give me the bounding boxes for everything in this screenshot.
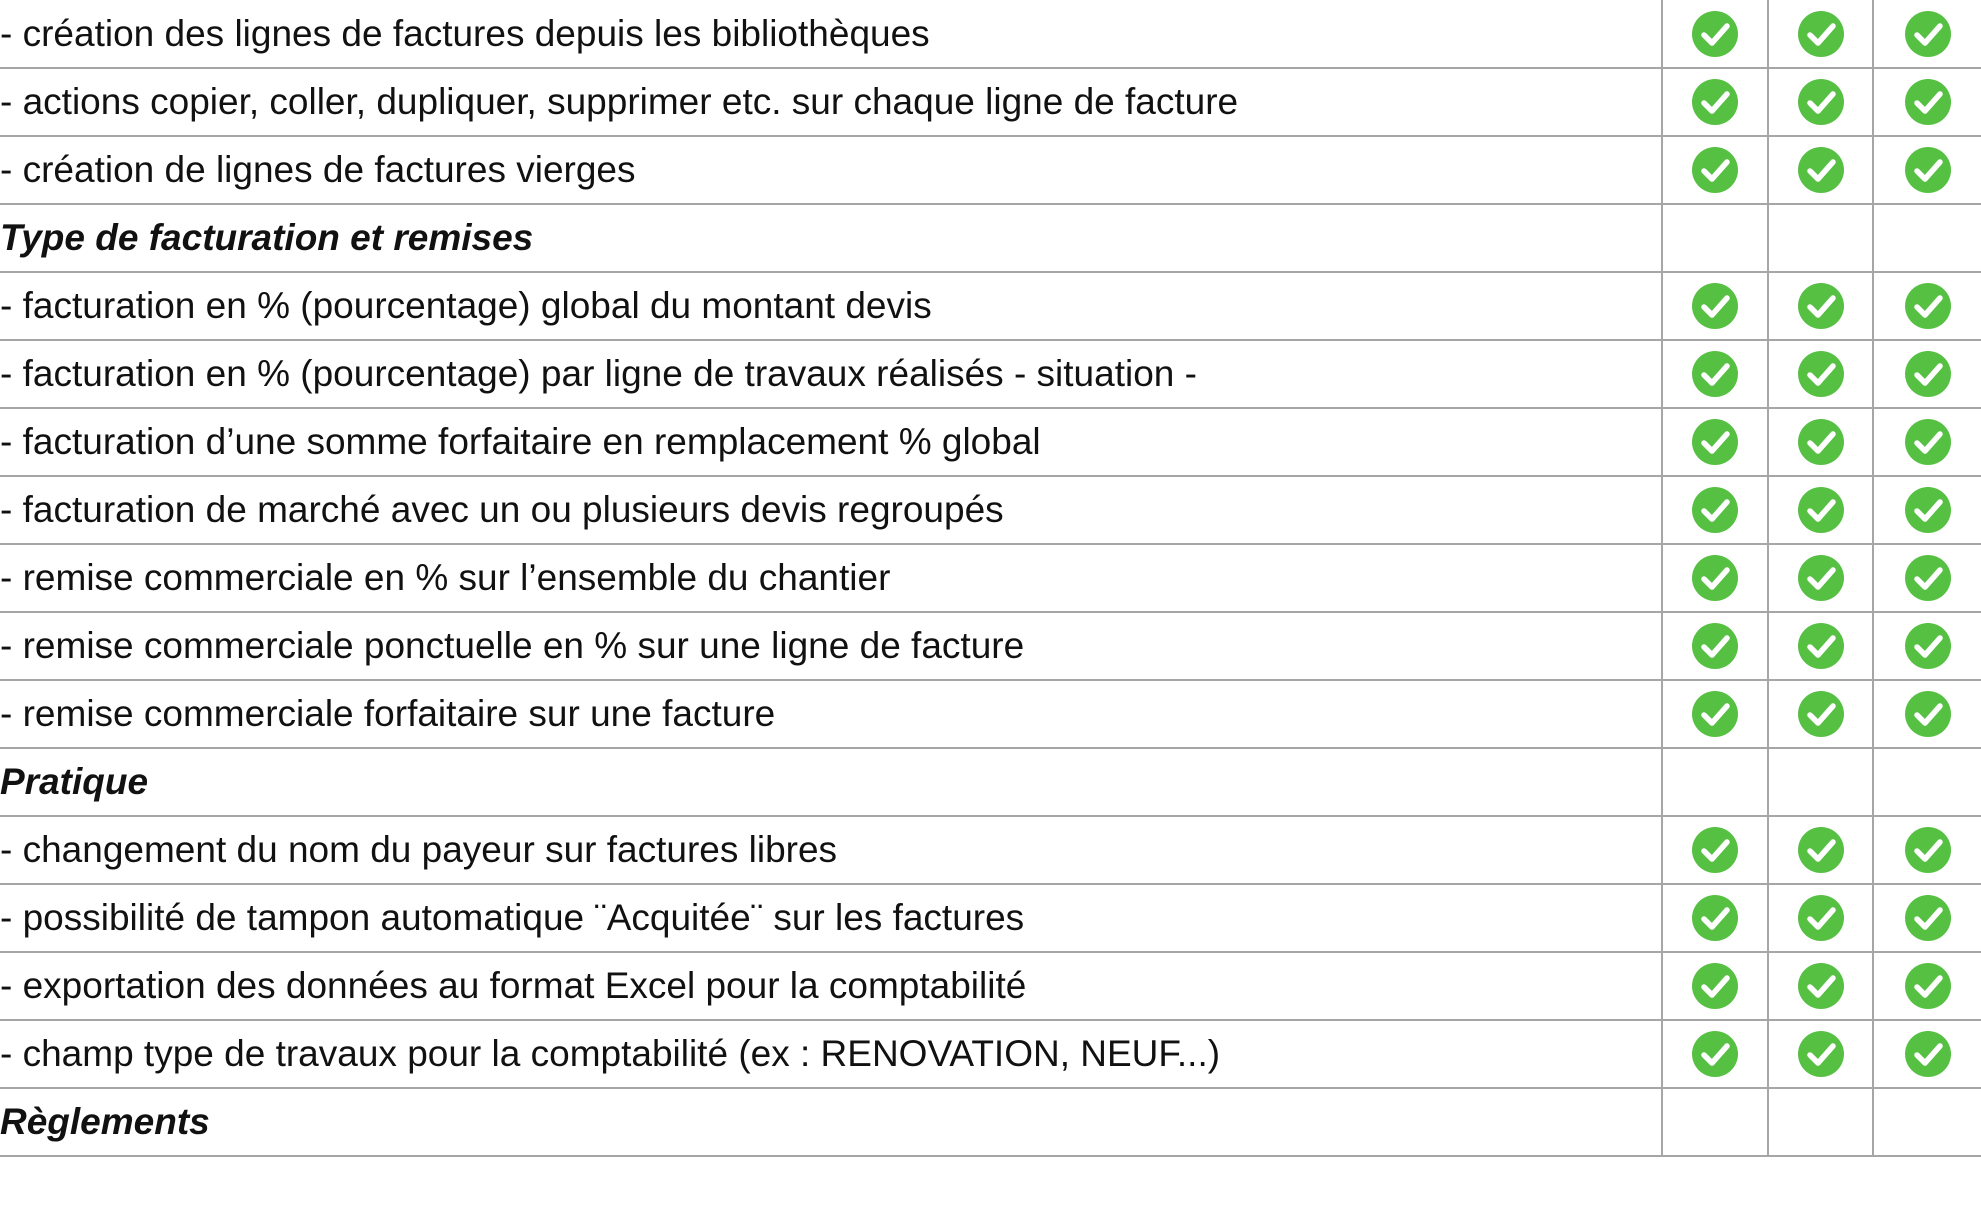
check-circle-icon xyxy=(1904,894,1952,942)
plan-1-cell xyxy=(1662,680,1768,748)
plan-3-cell xyxy=(1873,272,1981,340)
plan-2-cell xyxy=(1768,612,1873,680)
feature-label: - création des lignes de factures depuis les bibliothèques xyxy=(0,0,1662,68)
feature-row xyxy=(0,136,1981,204)
plan-1-cell xyxy=(1662,884,1768,952)
plan-1-cell xyxy=(1662,136,1768,204)
feature-label: - actions copier, coller, dupliquer, supprimer etc. sur chaque ligne de facture xyxy=(0,68,1662,136)
feature-row xyxy=(0,1020,1981,1088)
check-circle-icon xyxy=(1797,894,1845,942)
check-circle-icon xyxy=(1797,418,1845,466)
feature-row xyxy=(0,68,1981,136)
check-circle-icon xyxy=(1904,962,1952,1010)
plan-1-cell xyxy=(1662,272,1768,340)
plan-2-cell xyxy=(1768,204,1873,272)
plan-2-cell xyxy=(1768,680,1873,748)
feature-label: - exportation des données au format Excel pour la comptabilité xyxy=(0,952,1662,1020)
feature-label: - changement du nom du payeur sur factures libres xyxy=(0,816,1662,884)
plan-1-cell xyxy=(1662,476,1768,544)
section-title: Type de facturation et remises xyxy=(0,204,1662,272)
plan-1-cell xyxy=(1662,544,1768,612)
check-circle-icon xyxy=(1797,78,1845,126)
feature-label: - création de lignes de factures vierges xyxy=(0,136,1662,204)
plan-3-cell xyxy=(1873,612,1981,680)
plan-3-cell xyxy=(1873,952,1981,1020)
check-circle-icon xyxy=(1904,1030,1952,1078)
section-title: Pratique xyxy=(0,748,1662,816)
plan-1-cell xyxy=(1662,612,1768,680)
plan-1-cell xyxy=(1662,748,1768,816)
plan-3-cell xyxy=(1873,544,1981,612)
check-circle-icon xyxy=(1691,350,1739,398)
plan-2-cell xyxy=(1768,136,1873,204)
section-header-row xyxy=(0,1088,1981,1156)
plan-3-cell xyxy=(1873,340,1981,408)
plan-1-cell xyxy=(1662,816,1768,884)
plan-2-cell xyxy=(1768,272,1873,340)
check-circle-icon xyxy=(1904,78,1952,126)
check-circle-icon xyxy=(1797,146,1845,194)
feature-label: - champ type de travaux pour la comptabilité (ex : RENOVATION, NEUF...) xyxy=(0,1020,1662,1088)
check-circle-icon xyxy=(1797,10,1845,58)
feature-label: - facturation en % (pourcentage) global du montant devis xyxy=(0,272,1662,340)
plan-2-cell xyxy=(1768,816,1873,884)
check-circle-icon xyxy=(1797,282,1845,330)
feature-label: - remise commerciale forfaitaire sur une facture xyxy=(0,680,1662,748)
plan-2-cell xyxy=(1768,340,1873,408)
section-title: Règlements xyxy=(0,1088,1662,1156)
plan-3-cell xyxy=(1873,680,1981,748)
check-circle-icon xyxy=(1904,282,1952,330)
check-circle-icon xyxy=(1797,690,1845,738)
check-circle-icon xyxy=(1904,622,1952,670)
plan-3-cell xyxy=(1873,68,1981,136)
plan-2-cell xyxy=(1768,1088,1873,1156)
plan-3-cell xyxy=(1873,0,1981,68)
plan-2-cell xyxy=(1768,0,1873,68)
plan-3-cell xyxy=(1873,1088,1981,1156)
plan-1-cell xyxy=(1662,408,1768,476)
check-circle-icon xyxy=(1691,690,1739,738)
feature-label: - remise commerciale en % sur l’ensemble du chantier xyxy=(0,544,1662,612)
check-circle-icon xyxy=(1904,418,1952,466)
feature-row xyxy=(0,544,1981,612)
check-circle-icon xyxy=(1691,554,1739,602)
plan-2-cell xyxy=(1768,952,1873,1020)
check-circle-icon xyxy=(1797,826,1845,874)
check-circle-icon xyxy=(1691,146,1739,194)
plan-2-cell xyxy=(1768,544,1873,612)
check-circle-icon xyxy=(1904,350,1952,398)
plan-3-cell xyxy=(1873,816,1981,884)
feature-row xyxy=(0,952,1981,1020)
feature-label: - facturation d’une somme forfaitaire en remplacement % global xyxy=(0,408,1662,476)
plan-1-cell xyxy=(1662,340,1768,408)
check-circle-icon xyxy=(1797,622,1845,670)
feature-row xyxy=(0,408,1981,476)
check-circle-icon xyxy=(1904,554,1952,602)
plan-2-cell xyxy=(1768,408,1873,476)
check-circle-icon xyxy=(1691,622,1739,670)
plan-3-cell xyxy=(1873,204,1981,272)
plan-1-cell xyxy=(1662,1020,1768,1088)
section-header-row xyxy=(0,204,1981,272)
check-circle-icon xyxy=(1691,1030,1739,1078)
check-circle-icon xyxy=(1691,894,1739,942)
check-circle-icon xyxy=(1797,554,1845,602)
feature-row xyxy=(0,816,1981,884)
check-circle-icon xyxy=(1904,826,1952,874)
plan-2-cell xyxy=(1768,884,1873,952)
check-circle-icon xyxy=(1691,962,1739,1010)
check-circle-icon xyxy=(1797,350,1845,398)
section-header-row xyxy=(0,748,1981,816)
feature-row xyxy=(0,680,1981,748)
plan-3-cell xyxy=(1873,1020,1981,1088)
check-circle-icon xyxy=(1797,962,1845,1010)
check-circle-icon xyxy=(1904,10,1952,58)
plan-3-cell xyxy=(1873,476,1981,544)
plan-3-cell xyxy=(1873,408,1981,476)
feature-row xyxy=(0,340,1981,408)
feature-label: - facturation de marché avec un ou plusieurs devis regroupés xyxy=(0,476,1662,544)
feature-label: - remise commerciale ponctuelle en % sur une ligne de facture xyxy=(0,612,1662,680)
feature-label: - facturation en % (pourcentage) par ligne de travaux réalisés - situation - xyxy=(0,340,1662,408)
plan-3-cell xyxy=(1873,136,1981,204)
plan-3-cell xyxy=(1873,748,1981,816)
feature-row xyxy=(0,272,1981,340)
plan-1-cell xyxy=(1662,0,1768,68)
plan-1-cell xyxy=(1662,68,1768,136)
check-circle-icon xyxy=(1691,486,1739,534)
check-circle-icon xyxy=(1797,486,1845,534)
check-circle-icon xyxy=(1797,1030,1845,1078)
feature-row xyxy=(0,0,1981,68)
check-circle-icon xyxy=(1691,78,1739,126)
check-circle-icon xyxy=(1904,690,1952,738)
feature-label: - possibilité de tampon automatique ¨Acquitée¨ sur les factures xyxy=(0,884,1662,952)
plan-2-cell xyxy=(1768,748,1873,816)
plan-1-cell xyxy=(1662,204,1768,272)
plan-1-cell xyxy=(1662,1088,1768,1156)
plan-2-cell xyxy=(1768,476,1873,544)
check-circle-icon xyxy=(1904,486,1952,534)
plan-3-cell xyxy=(1873,884,1981,952)
feature-row xyxy=(0,884,1981,952)
plan-2-cell xyxy=(1768,68,1873,136)
check-circle-icon xyxy=(1691,282,1739,330)
check-circle-icon xyxy=(1904,146,1952,194)
feature-row xyxy=(0,612,1981,680)
check-circle-icon xyxy=(1691,826,1739,874)
check-circle-icon xyxy=(1691,10,1739,58)
plan-1-cell xyxy=(1662,952,1768,1020)
feature-row xyxy=(0,476,1981,544)
plan-2-cell xyxy=(1768,1020,1873,1088)
check-circle-icon xyxy=(1691,418,1739,466)
